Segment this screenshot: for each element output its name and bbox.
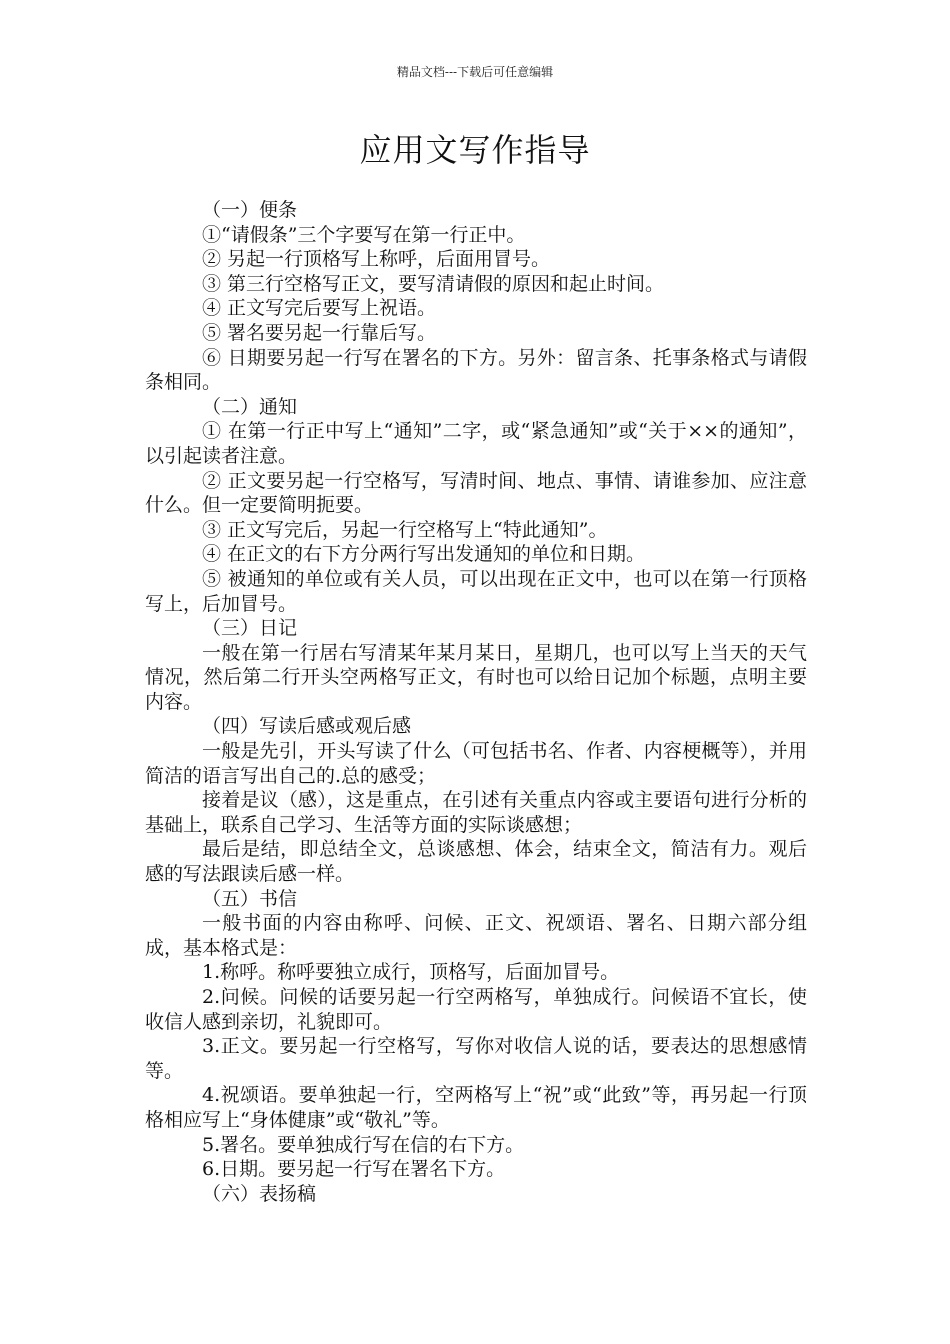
paragraph: 一般书面的内容由称呼、问候、正文、祝颂语、署名、日期六部分组成，基本格式是：: [145, 912, 807, 959]
section-heading-diary: （三）日记: [202, 617, 298, 640]
paragraph: 接着是议（感），这是重点，在引述有关重点内容或主要语句进行分析的基础上，联系自己学习、生活等方面的实际谈感想；: [145, 789, 807, 836]
paragraph: 一般在第一行居右写清某年某月某日，星期几，也可以写上当天的天气情况，然后第二行开头空两格写正文，有时也可以给日记加个标题，点明主要内容。: [145, 641, 807, 713]
paragraph: 5.署名。要单独成行写在信的右下方。: [202, 1133, 525, 1156]
paragraph: ② 另起一行顶格写上称呼，后面用冒号。: [202, 248, 551, 271]
paragraph: ④ 在正文的右下方分两行写出发通知的单位和日期。: [202, 543, 646, 566]
paragraph: ⑤ 被通知的单位或有关人员，可以出现在正文中，也可以在第一行顶格写上，后加冒号。: [145, 567, 807, 615]
section-heading-letter: （五）书信: [202, 887, 298, 910]
paragraph: 最后是结，即总结全文，总谈感想、体会，结束全文，简洁有力。观后感的写法跟读后感一样。: [145, 838, 807, 886]
paragraph: 3.正文。要另起一行空格写，写你对收信人说的话，要表达的思想感情等。: [145, 1035, 807, 1082]
paragraph: 2.问候。问候的话要另起一行空两格写，单独成行。问候语不宜长，使收信人感到亲切，礼貌即可。: [145, 986, 807, 1033]
paragraph: ④ 正文写完后要写上祝语。: [202, 297, 437, 320]
paragraph: 1.称呼。称呼要独立成行，顶格写，后面加冒号。: [202, 961, 620, 984]
section-heading-review: （四）写读后感或观后感: [202, 715, 412, 738]
paragraph: ③ 第三行空格写正文，要写清请假的原因和起止时间。: [202, 272, 665, 295]
paragraph: ⑤ 署名要另起一行靠后写。: [202, 321, 437, 344]
section-heading-notes: （一）便条: [202, 199, 298, 221]
paragraph: ③ 正文写完后，另起一行空格写上“特此通知”。: [202, 518, 608, 541]
paragraph: ①“请假条”三个字要写在第一行正中。: [202, 223, 526, 246]
page-title: 应用文写作指导: [359, 131, 591, 169]
paragraph: 4.祝颂语。要单独起一行，空两格写上“祝”或“此致”等，再另起一行顶格相应写上“身体健康”或“敬礼”等。: [145, 1084, 807, 1131]
section-heading-commendation: （六）表扬稿: [202, 1182, 317, 1205]
section-heading-notice: （二）通知: [202, 395, 298, 418]
document-body: [145, 198, 807, 1206]
paragraph: 6.日期。要另起一行写在署名下方。: [202, 1158, 506, 1181]
paragraph: ② 正文要另起一行空格写，写清时间、地点、事情、请谁参加、应注意什么。但一定要简明扼要。: [145, 469, 807, 517]
paragraph: 一般是先引，开头写读了什么（可包括书名、作者、内容梗概等），并用简洁的语言写出自己的.总的感受；: [145, 740, 807, 787]
paragraph: ⑥ 日期要另起一行写在署名的下方。另外：留言条、托事条格式与请假条相同。: [145, 346, 807, 394]
page-header: 精品文档---下载后可任意编辑: [396, 65, 554, 79]
paragraph: ① 在第一行正中写上“通知”二字，或“紧急通知”或“关于××的通知”，以引起读者注意。: [145, 420, 807, 467]
